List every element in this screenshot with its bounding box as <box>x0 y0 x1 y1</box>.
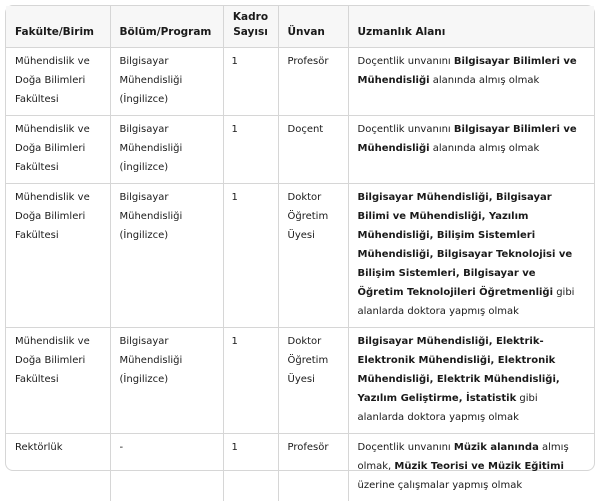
cell-bolum: Bilgisayar Mühendisliği (İngilizce) <box>110 327 223 433</box>
cell-unvan: Doktor Öğretim Üyesi <box>278 327 348 433</box>
cell-kadro: 1 <box>223 47 278 115</box>
table-row <box>6 47 594 115</box>
cell-unvan: Profesör <box>278 433 348 501</box>
cell-uzmanlik <box>348 327 594 433</box>
cell-uzmanlik <box>348 433 594 501</box>
cell-unvan: Profesör <box>278 47 348 115</box>
header-bolum: Bölüm/Program <box>110 6 223 47</box>
positions-table <box>6 6 594 501</box>
cell-bolum: Bilgisayar Mühendisliği (İngilizce) <box>110 47 223 115</box>
table-row <box>6 115 594 183</box>
cell-fakulte: Rektörlük <box>6 433 110 501</box>
uzmanlik-text: Doçentlik unvanını <box>357 123 454 135</box>
cell-kadro: 1 <box>223 183 278 327</box>
cell-fakulte: Mühendislik ve Doğa Bilimleri Fakültesi <box>6 115 110 183</box>
uzmanlik-text: gibi alanlarda doktora yapmış olmak <box>357 392 538 423</box>
cell-unvan: Doçent <box>278 115 348 183</box>
uzmanlik-text: gibi alanlarda doktora yapmış olmak <box>357 286 575 317</box>
uzmanlik-bold-text: Bilgisayar Bilimleri ve Mühendisliği <box>357 55 577 86</box>
uzmanlik-bold-text: Bilgisayar Mühendisliği, Elektrik-Elektronik Mühendisliği, Elektronik Mühendisliği, Elektrik Mühendisliği, Yazılım Geliştirme, İstatistik <box>357 335 560 404</box>
table-header-row <box>6 6 594 47</box>
cell-bolum: Bilgisayar Mühendisliği (İngilizce) <box>110 183 223 327</box>
table-row <box>6 327 594 433</box>
cell-uzmanlik <box>348 115 594 183</box>
positions-table-container <box>5 5 595 491</box>
cell-unvan: Doktor Öğretim Üyesi <box>278 183 348 327</box>
header-unvan: Ünvan <box>278 6 348 47</box>
cell-fakulte: Mühendislik ve Doğa Bilimleri Fakültesi <box>6 183 110 327</box>
cell-kadro: 1 <box>223 115 278 183</box>
header-kadro: Kadro Sayısı <box>223 6 278 47</box>
uzmanlik-text: üzerine çalışmalar yapmış olmak <box>357 479 523 491</box>
cell-bolum: - <box>110 433 223 501</box>
uzmanlik-bold-text: Bilgisayar Bilimleri ve Mühendisliği <box>357 123 577 154</box>
uzmanlik-text: Doçentlik unvanını <box>357 55 454 67</box>
header-uzmanlik: Uzmanlık Alanı <box>348 6 594 47</box>
cell-uzmanlik <box>348 183 594 327</box>
cell-kadro: 1 <box>223 327 278 433</box>
uzmanlik-bold-text: Bilgisayar Mühendisliği, Bilgisayar Bilimi ve Mühendisliği, Yazılım Mühendisliği, Bilişim Sistemleri Mühendisliği, Bilgisayar Teknolojisi ve Bilişim Sistemleri, Bilgisayar ve Öğretim Teknolojileri Öğretmenliği <box>357 191 573 298</box>
cell-fakulte: Mühendislik ve Doğa Bilimleri Fakültesi <box>6 327 110 433</box>
uzmanlik-bold-text: Müzik Teorisi ve Müzik Eğitimi <box>394 460 564 472</box>
uzmanlik-bold-text: Müzik alanında <box>453 441 539 453</box>
cell-bolum: Bilgisayar Mühendisliği (İngilizce) <box>110 115 223 183</box>
uzmanlik-text: alanında almış olmak <box>429 142 540 154</box>
cell-uzmanlik <box>348 47 594 115</box>
cell-kadro: 1 <box>223 433 278 501</box>
header-fakulte: Fakülte/Birim <box>6 6 110 47</box>
uzmanlik-text: alanında almış olmak <box>429 74 540 86</box>
cell-fakulte: Mühendislik ve Doğa Bilimleri Fakültesi <box>6 47 110 115</box>
table-row <box>6 433 594 501</box>
uzmanlik-text: almış olmak, <box>357 441 569 472</box>
table-row <box>6 183 594 327</box>
uzmanlik-text: Doçentlik unvanını <box>357 441 454 453</box>
